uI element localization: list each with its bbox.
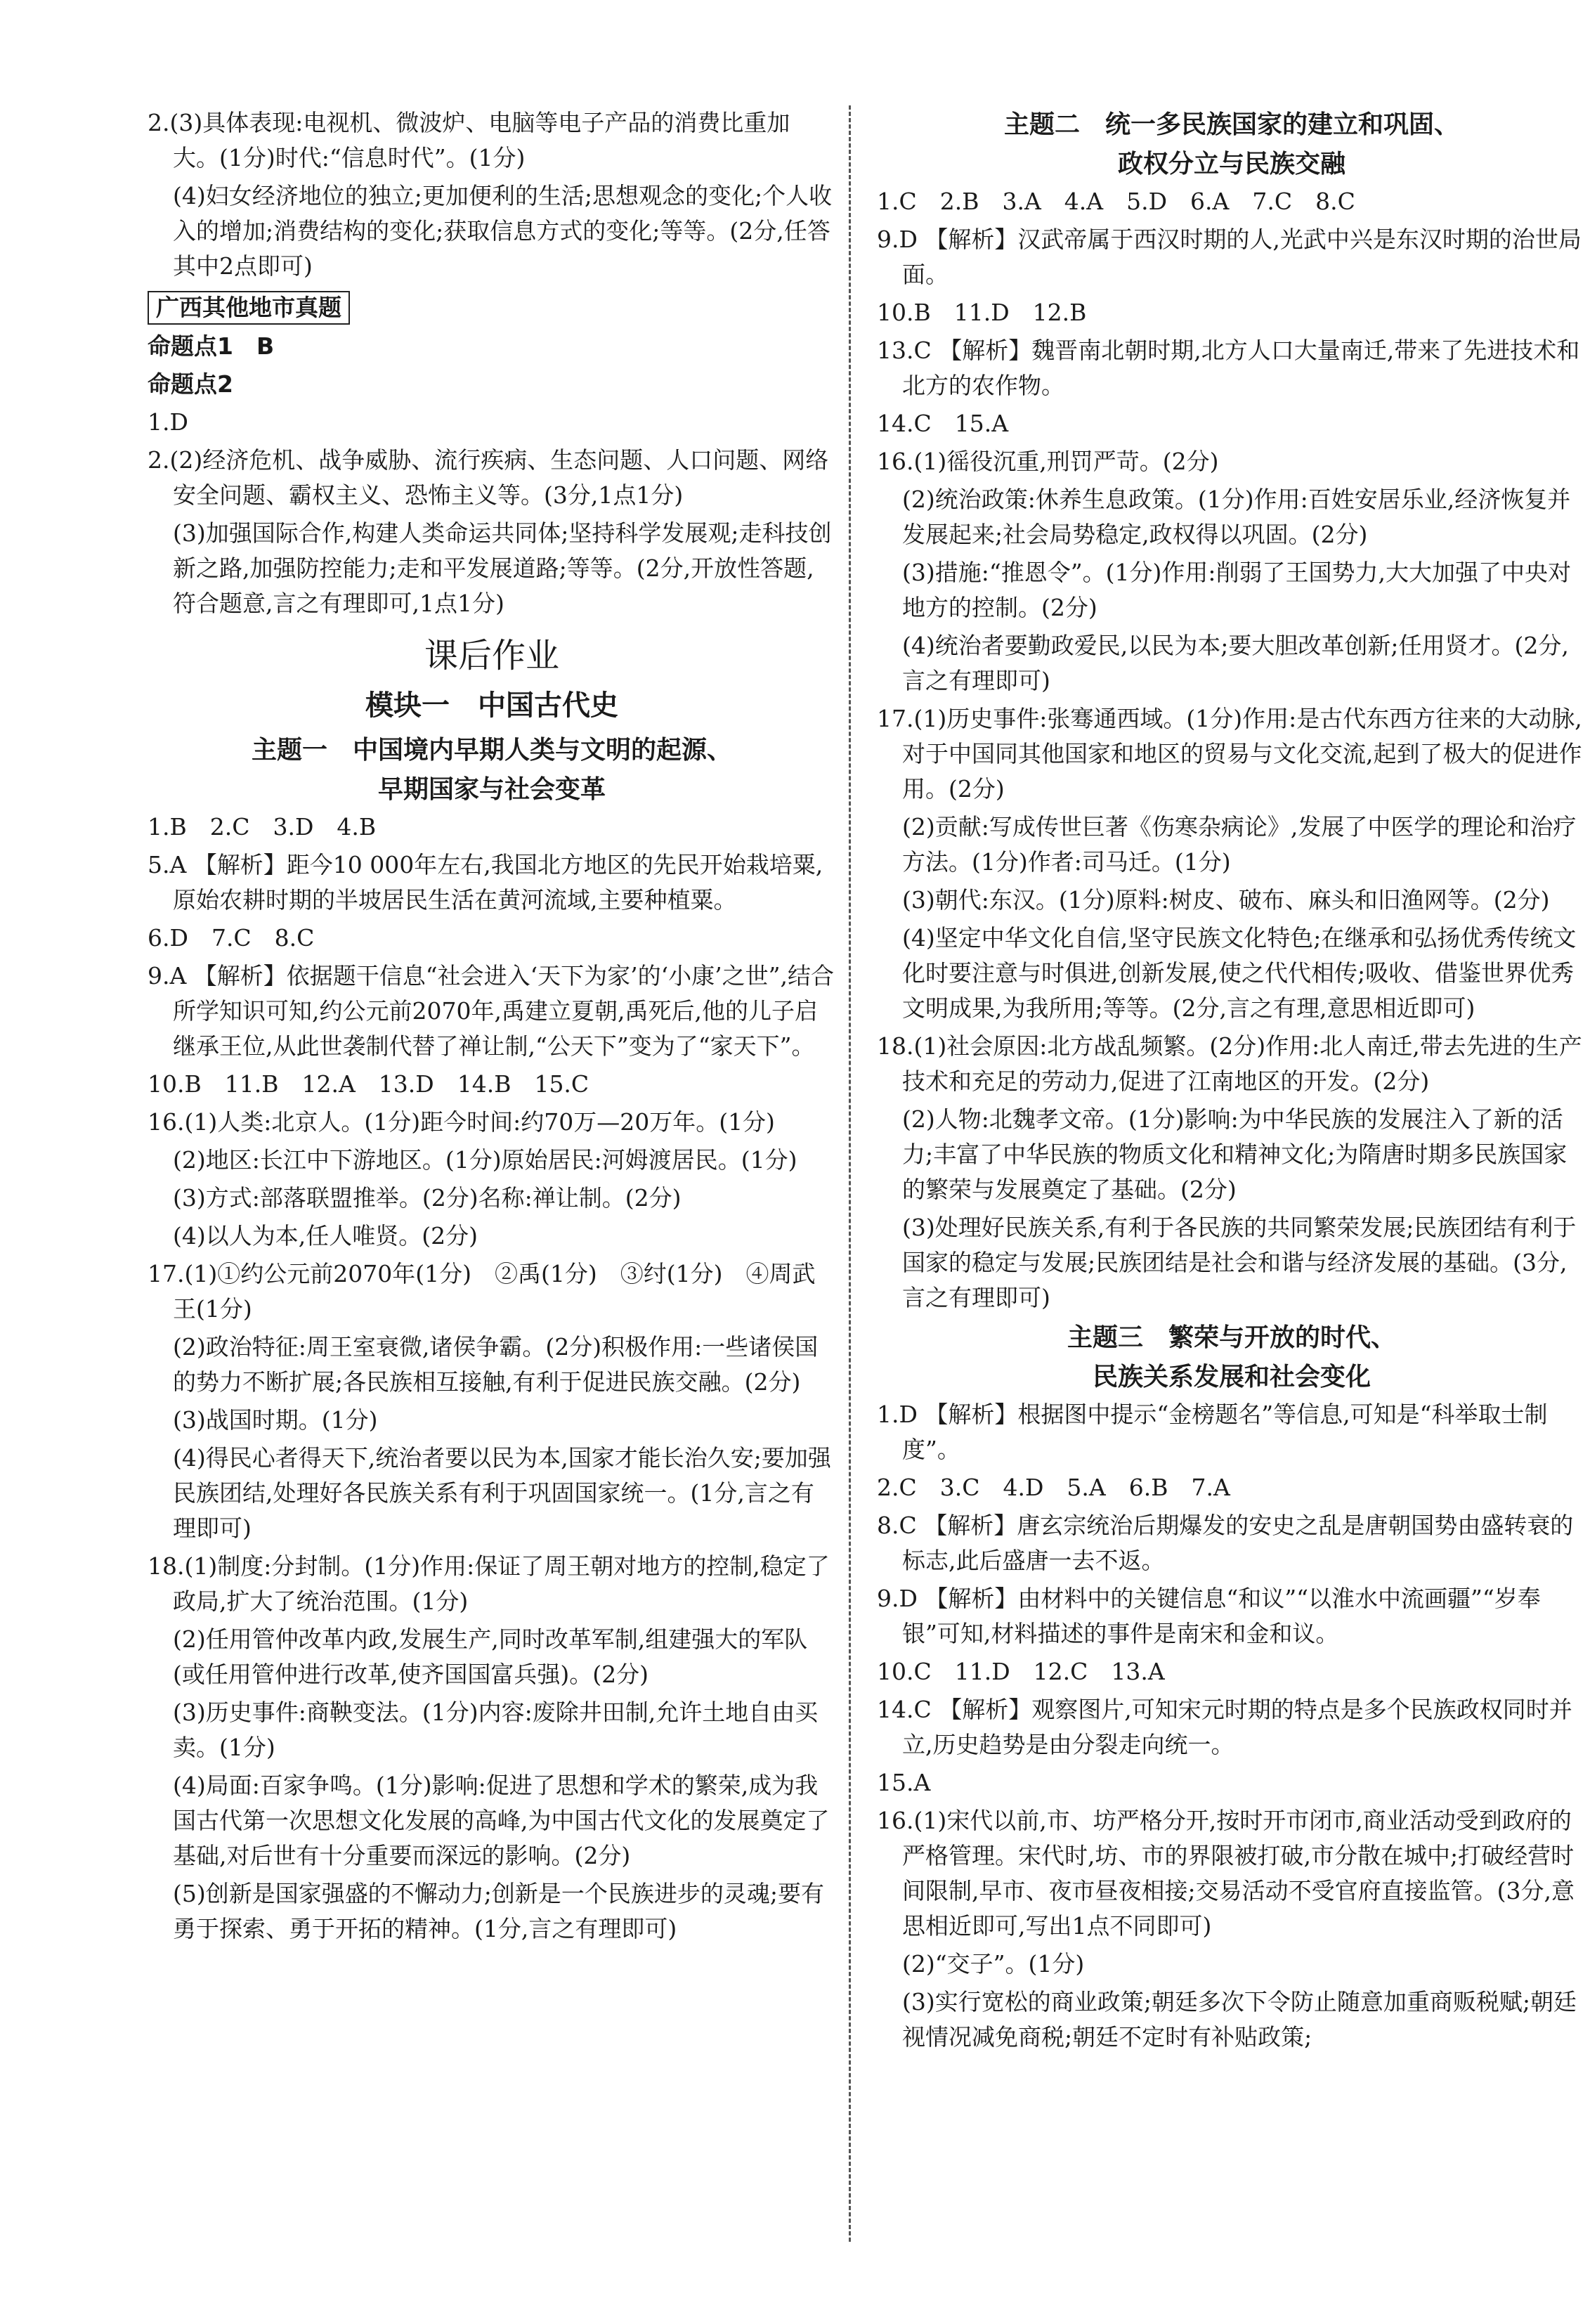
answer-e16-1: 16.(1)宋代以前,市、坊严格分开,按时开市闭市,商业活动受到政府的严格管理。宋代时,坊、市的界限被打破,市分散在城中;打破经营时间限制,早市、夜市昼夜相接;交易活动不受官府直接监管。(3分,意思相近即可,写出1点不同即可): [877, 1807, 1575, 1940]
answer-e16-2: (2)“交子”。(1分): [902, 1950, 1085, 1978]
answer-c6: 6.D 7.C 8.C: [148, 924, 315, 952]
answer-c17-3: (3)战国时期。(1分): [173, 1406, 378, 1434]
module-title: 模块一 中国古代史: [365, 689, 618, 722]
answer-d17-2: (2)贡献:写成传世巨著《伤寒杂病论》,发展了中医学的理论和治疗方法。(1分)作者:司马迁。(1分): [902, 813, 1577, 876]
answer-b3: (3)加强国际合作,构建人类命运共同体;坚持科学发展观;走科技创新之路,加强防控能力;走和平发展道路;等等。(2分,开放性答题,符合题意,言之有理即可,1点1分): [173, 519, 832, 617]
theme-1-title-a: 主题一 中国境内早期人类与文明的起源、: [251, 736, 732, 765]
answer-d16-4: (4)统治者要勤政爱民,以民为本;要大胆改革创新;任用贤才。(2分,言之有理即可): [902, 632, 1569, 694]
theme-3-title-b: 民族关系发展和社会变化: [1092, 1363, 1371, 1391]
answer-e9: 9.D 【解析】由材料中的关键信息“和议”“以淮水中流画疆”“岁奉银”可知,材料描述的事件是南宋和金和议。: [877, 1585, 1541, 1647]
answer-2-3: 2.(3)具体表现:电视机、微波炉、电脑等电子产品的消费比重加大。(1分)时代:“信息时代”。(1分): [148, 109, 790, 171]
answer-d17-3: (3)朝代:东汉。(1分)原料:树皮、破布、麻头和旧渔网等。(2分): [902, 886, 1550, 914]
answer-d18-3: (3)处理好民族关系,有利于各民族的共同繁荣发展;民族团结有利于国家的稳定与发展;民族团结是社会和谐与经济发展的基础。(3分,言之有理即可): [902, 1214, 1577, 1311]
theme-2-title-b: 政权分立与民族交融: [1117, 150, 1345, 178]
answer-d9: 9.D 【解析】汉武帝属于西汉时期的人,光武中兴是东汉时期的治世局面。: [877, 226, 1582, 288]
answer-2-4: (4)妇女经济地位的独立;更加便利的生活;思想观念的变化;个人收入的增加;消费结构的变化;获取信息方式的变化;等等。(2分,任答其中2点即可): [173, 182, 833, 280]
right-column: [877, 105, 1586, 2058]
answer-d16-1: 16.(1)徭役沉重,刑罚严苛。(2分): [877, 448, 1219, 475]
column-divider: [849, 105, 851, 2242]
answer-d16-2: (2)统治政策:休养生息政策。(1分)作用:百姓安居乐业,经济恢复并发展起来;社会局势稳定,政权得以巩固。(2分): [902, 486, 1571, 548]
answer-d1: 1.C 2.B 3.A 4.A 5.D 6.A 7.C 8.C: [877, 188, 1355, 215]
answer-c16-1: 16.(1)人类:北京人。(1分)距今时间:约70万—20万年。(1分): [148, 1108, 775, 1136]
answer-d14: 14.C 15.A: [877, 410, 1009, 437]
answer-c5: 5.A 【解析】距今10 000年左右,我国北方地区的先民开始栽培粟,原始农耕时期的半坡居民生活在黄河流域,主要种植粟。: [148, 851, 823, 914]
section-box-label: 广西其他地市真题: [148, 291, 350, 325]
answer-c16-3: (3)方式:部落联盟推举。(2分)名称:禅让制。(2分): [173, 1184, 682, 1212]
homework-title: 课后作业: [424, 636, 559, 675]
answer-e14: 14.C 【解析】观察图片,可知宋元时期的特点是多个民族政权同时并立,历史趋势是由分裂走向统一。: [877, 1696, 1572, 1758]
answer-c10: 10.B 11.B 12.A 13.D 14.B 15.C: [148, 1070, 589, 1098]
answer-c18-1: 18.(1)制度:分封制。(1分)作用:保证了周王朝对地方的控制,稳定了政局,扩大了统治范围。(1分): [148, 1552, 830, 1615]
answer-e15: 15.A: [877, 1769, 931, 1796]
key-point-2: 命题点2: [148, 370, 233, 398]
answer-c9: 9.A 【解析】依据题干信息“社会进入‘天下为家’的‘小康’之世”,结合所学知识可知,约公元前2070年,禹建立夏朝,禹死后,他的儿子启继承王位,从此世袭制代替了禅让制,“公天下”变为了“家天下”。: [148, 962, 834, 1060]
key-point-1: 命题点1 B: [148, 332, 275, 360]
answer-c17-2: (2)政治特征:周王室衰微,诸侯争霸。(2分)积极作用:一些诸侯国的势力不断扩展;各民族相互接触,有利于促进民族交融。(2分): [173, 1333, 819, 1396]
answer-c17-4: (4)得民心者得天下,统治者要以民为本,国家才能长治久安;要加强民族团结,处理好各民族关系有利于巩固国家统一。(1分,言之有理即可): [173, 1444, 831, 1542]
answer-c18-5: (5)创新是国家强盛的不懈动力;创新是一个民族进步的灵魂;要有勇于探索、勇于开拓的精神。(1分,言之有理即可): [173, 1880, 824, 1942]
answer-c16-4: (4)以人为本,任人唯贤。(2分): [173, 1222, 478, 1249]
answer-b1: 1.D: [148, 408, 188, 436]
answer-e8: 8.C 【解析】唐玄宗统治后期爆发的安史之乱是唐朝国势由盛转衰的标志,此后盛唐一去不返。: [877, 1512, 1574, 1574]
answer-b2: 2.(2)经济危机、战争威胁、流行疾病、生态问题、人口问题、网络安全问题、霸权主义、恐怖主义等。(3分,1点1分): [148, 446, 829, 509]
answer-c18-4: (4)局面:百家争鸣。(1分)影响:促进了思想和学术的繁荣,成为我国古代第一次思想文化发展的高峰,为中国古代文化的发展奠定了基础,对后世有十分重要而深远的影响。(2分): [173, 1772, 830, 1869]
answer-e2: 2.C 3.C 4.D 5.A 6.B 7.A: [877, 1474, 1230, 1501]
answer-c16-2: (2)地区:长江中下游地区。(1分)原始居民:河姆渡居民。(1分): [173, 1146, 797, 1174]
answer-e1: 1.D 【解析】根据图中提示“金榜题名”等信息,可知是“科举取士制度”。: [877, 1401, 1548, 1463]
answer-c18-2: (2)任用管仲改革内政,发展生产,同时改革军制,组建强大的军队(或任用管仲进行改革,使齐国国富兵强)。(2分): [173, 1625, 808, 1688]
answer-d18-2: (2)人物:北魏孝文帝。(1分)影响:为中华民族的发展注入了新的活力;丰富了中华民族的物质文化和精神文化;为隋唐时期多民族国家的繁荣与发展奠定了基础。(2分): [902, 1105, 1568, 1203]
answer-e10: 10.C 11.D 12.C 13.A: [877, 1658, 1165, 1685]
answer-d17-1: 17.(1)历史事件:张骞通西域。(1分)作用:是古代东西方往来的大动脉,对于中国同其他国家和地区的贸易与文化交流,起到了极大的促进作用。(2分): [877, 705, 1582, 803]
answer-e16-3: (3)实行宽松的商业政策;朝廷多次下令防止随意加重商贩税赋;朝廷视情况减免商税;朝廷不定时有补贴政策;: [902, 1988, 1577, 2051]
answer-c1: 1.B 2.C 3.D 4.B: [148, 813, 377, 840]
theme-1-title-b: 早期国家与社会变革: [377, 775, 606, 804]
answer-c18-3: (3)历史事件:商鞅变法。(1分)内容:废除井田制,允许土地自由买卖。(1分): [173, 1699, 819, 1761]
answer-d18-1: 18.(1)社会原因:北方战乱频繁。(2分)作用:北人南迁,带去先进的生产技术和充足的劳动力,促进了江南地区的开发。(2分): [877, 1032, 1582, 1095]
theme-2-title-a: 主题二 统一多民族国家的建立和巩固、: [1003, 110, 1459, 139]
left-column: [148, 105, 836, 1949]
answer-d10: 10.B 11.D 12.B: [877, 299, 1087, 326]
answer-c17-1: 17.(1)①约公元前2070年(1分) ②禹(1分) ③纣(1分) ④周武王(1分): [148, 1260, 816, 1323]
theme-3-title-a: 主题三 繁荣与开放的时代、: [1067, 1323, 1396, 1352]
answer-d16-3: (3)措施:“推恩令”。(1分)作用:削弱了王国势力,大大加强了中央对地方的控制。(2分): [902, 559, 1571, 621]
answer-d17-4: (4)坚定中华文化自信,坚守民族文化特色;在继承和弘扬优秀传统文化时要注意与时俱进,创新发展,使之代代相传;吸收、借鉴世界优秀文明成果,为我所用;等等。(2分,言之有理,意思相近即可): [902, 924, 1577, 1022]
answer-d13: 13.C 【解析】魏晋南北朝时期,北方人口大量南迁,带来了先进技术和北方的农作物。: [877, 337, 1580, 399]
